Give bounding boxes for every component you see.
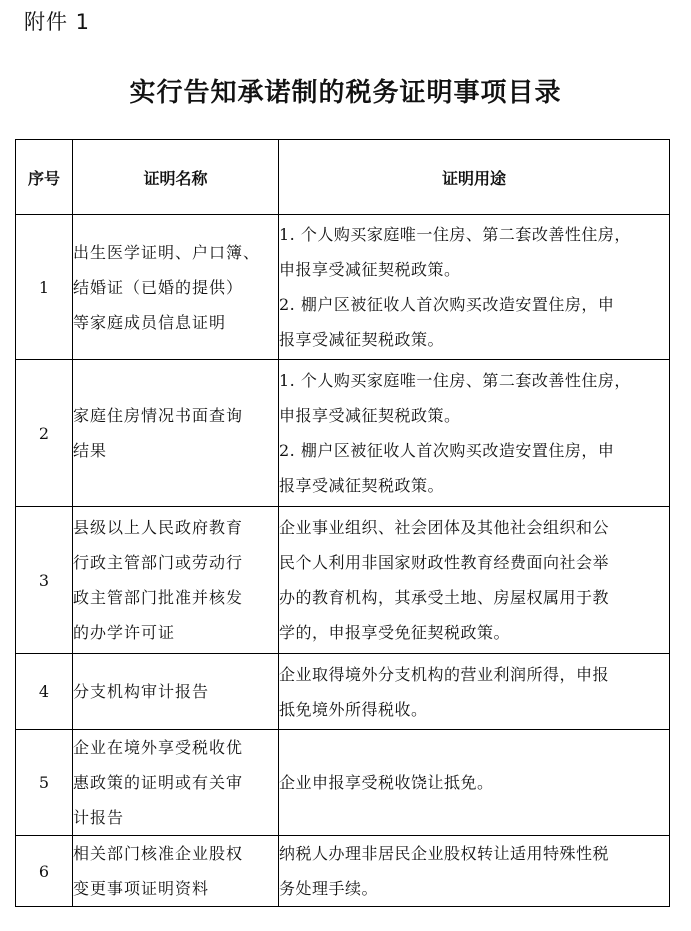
certificate-name-line: 政主管部门批准并核发 bbox=[73, 588, 244, 607]
header-name: 证明名称 bbox=[73, 140, 279, 215]
certificate-catalog-table bbox=[15, 139, 670, 907]
certificate-name-line: 家庭住房情况书面查询 bbox=[73, 406, 244, 425]
certificate-name-line: 出生医学证明、户口簿、 bbox=[73, 242, 261, 262]
certificate-purpose-line: 申报享受减征契税政策。 bbox=[279, 260, 461, 279]
header-purpose: 证明用途 bbox=[279, 140, 670, 215]
table-header-row bbox=[16, 140, 670, 215]
certificate-name-line: 县级以上人民政府教育 bbox=[73, 518, 244, 537]
row-number: 6 bbox=[16, 836, 73, 907]
certificate-name-line: 结婚证（已婚的提供） bbox=[73, 277, 244, 297]
row-number: 2 bbox=[16, 360, 73, 507]
row-number: 1 bbox=[16, 215, 73, 360]
certificate-name-line: 分支机构审计报告 bbox=[73, 682, 210, 701]
certificate-name bbox=[73, 836, 279, 907]
certificate-purpose-line: 纳税人办理非居民企业股权转让适用特殊性税 bbox=[279, 844, 610, 863]
certificate-purpose-line: 务处理手续。 bbox=[279, 879, 379, 898]
certificate-purpose-line: 民个人利用非国家财政性教育经费面向社会举 bbox=[279, 553, 610, 572]
certificate-purpose-line: 办的教育机构，其承受土地、房屋权属用于教 bbox=[279, 588, 610, 607]
table-row bbox=[16, 360, 670, 507]
certificate-name bbox=[73, 654, 279, 730]
certificate-name-line: 等家庭成员信息证明 bbox=[73, 312, 227, 332]
certificate-name-line: 结果 bbox=[73, 441, 108, 460]
table-row bbox=[16, 654, 670, 730]
certificate-purpose-line: 抵免境外所得税收。 bbox=[279, 699, 428, 719]
certificate-purpose-line: 报享受减征契税政策。 bbox=[279, 330, 445, 349]
certificate-name-line: 计报告 bbox=[73, 808, 125, 827]
certificate-name-line: 变更事项证明资料 bbox=[73, 879, 210, 898]
certificate-purpose bbox=[279, 507, 670, 654]
certificate-name bbox=[73, 215, 279, 360]
certificate-purpose bbox=[279, 836, 670, 907]
certificate-purpose-line: 2. 棚户区被征收人首次购买改造安置住房，申 bbox=[279, 295, 615, 314]
attachment-label: 附件 1 bbox=[24, 10, 91, 34]
certificate-name-line: 企业在境外享受税收优 bbox=[73, 738, 244, 757]
certificate-purpose-line: 企业事业组织、社会团体及其他社会组织和公 bbox=[279, 518, 610, 537]
certificate-purpose bbox=[279, 654, 670, 730]
certificate-purpose-line: 1. 个人购买家庭唯一住房、第二套改善性住房， bbox=[279, 225, 631, 244]
header-number: 序号 bbox=[16, 140, 73, 215]
certificate-purpose-line: 申报享受减征契税政策。 bbox=[279, 406, 461, 425]
table-row bbox=[16, 836, 670, 907]
table-row bbox=[16, 730, 670, 836]
certificate-name bbox=[73, 507, 279, 654]
table-row bbox=[16, 507, 670, 654]
certificate-purpose-line: 2. 棚户区被征收人首次购买改造安置住房，申 bbox=[279, 441, 615, 460]
table-body bbox=[16, 215, 670, 907]
certificate-name-line: 相关部门核准企业股权 bbox=[73, 844, 244, 863]
certificate-purpose bbox=[279, 360, 670, 507]
certificate-purpose bbox=[279, 215, 670, 360]
certificate-purpose bbox=[279, 730, 670, 836]
page-title: 实行告知承诺制的税务证明事项目录 bbox=[129, 78, 562, 108]
certificate-name bbox=[73, 360, 279, 507]
certificate-purpose-line: 学的，申报享受免征契税政策。 bbox=[279, 623, 511, 642]
certificate-name-line: 的办学许可证 bbox=[73, 623, 176, 642]
certificate-purpose-line: 1. 个人购买家庭唯一住房、第二套改善性住房， bbox=[279, 371, 631, 390]
table-row bbox=[16, 215, 670, 360]
certificate-purpose-line: 企业取得境外分支机构的营业利润所得，申报 bbox=[279, 664, 610, 684]
certificate-name bbox=[73, 730, 279, 836]
certificate-purpose-line: 报享受减征契税政策。 bbox=[279, 476, 445, 495]
certificate-name-line: 惠政策的证明或有关审 bbox=[73, 773, 244, 792]
certificate-purpose-line: 企业申报享受税收饶让抵免。 bbox=[279, 773, 494, 792]
row-number: 4 bbox=[16, 654, 73, 730]
row-number: 5 bbox=[16, 730, 73, 836]
certificate-name-line: 行政主管部门或劳动行 bbox=[73, 553, 244, 572]
row-number: 3 bbox=[16, 507, 73, 654]
